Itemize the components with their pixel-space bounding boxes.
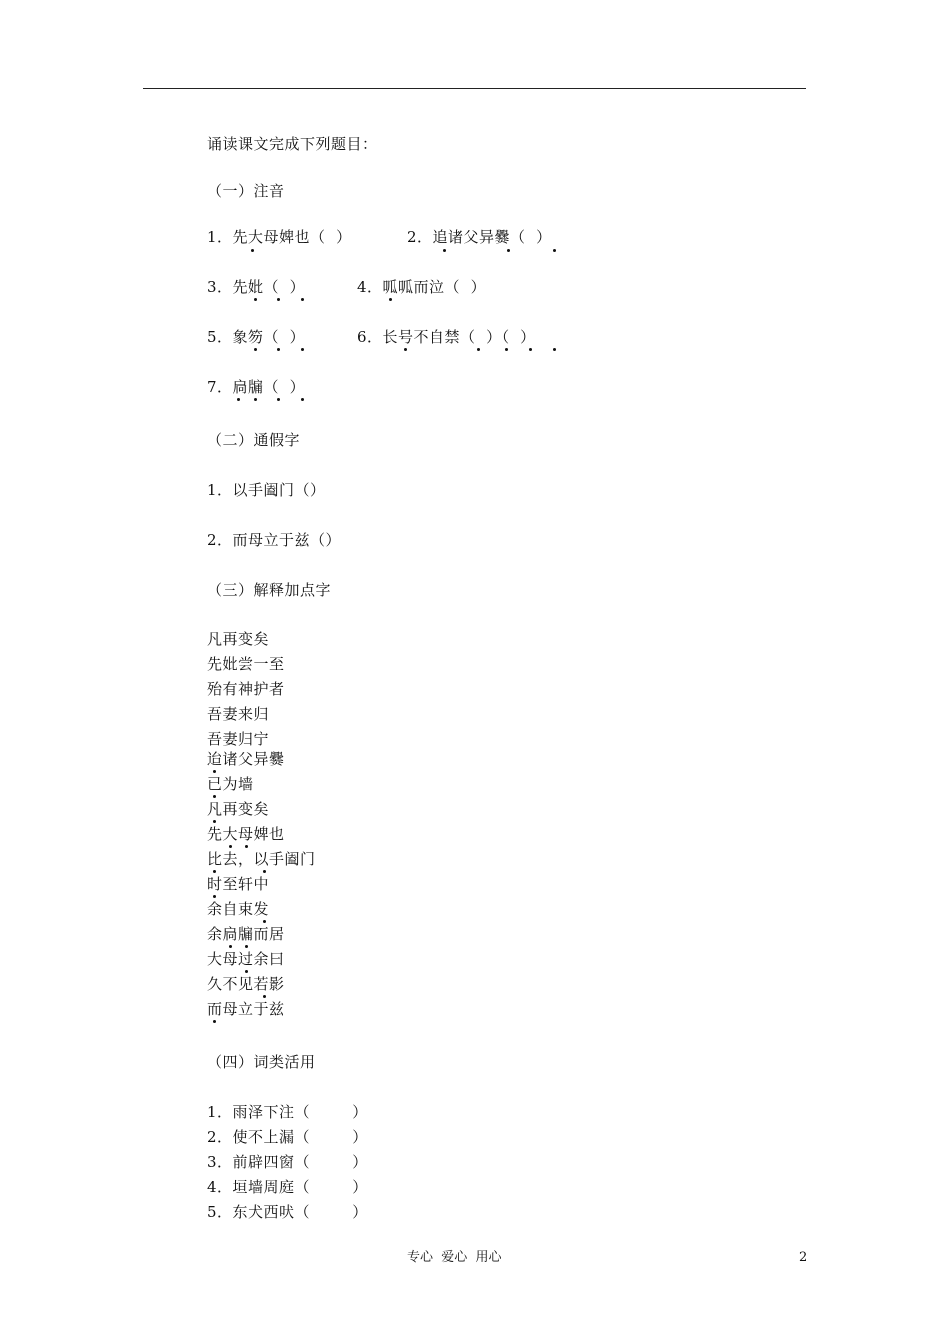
emphasis-dot xyxy=(245,845,248,848)
explain-line: 殆有神护者 xyxy=(207,680,285,698)
emphasis-dot xyxy=(254,298,257,301)
word-class-item-5: 5．东犬西吠（ ） xyxy=(207,1203,368,1221)
pinyin-item-6: 6．长号不自禁（ ）（ ） xyxy=(357,328,536,346)
section-2-heading: （二）通假字 xyxy=(207,431,301,449)
emphasis-dot xyxy=(277,298,280,301)
emphasis-dot xyxy=(213,870,216,873)
section-4-heading: （四）词类活用 xyxy=(207,1053,316,1071)
explain-line: 先妣尝一至 xyxy=(207,655,285,673)
explain-line: 先大母婢也 xyxy=(207,825,285,843)
explain-line: 吾妻归宁 xyxy=(207,730,270,748)
emphasis-dot xyxy=(277,398,280,401)
explain-line: 吾妻来归 xyxy=(207,705,270,723)
emphasis-dot xyxy=(237,398,240,401)
emphasis-dot xyxy=(213,795,216,798)
emphasis-dot xyxy=(213,1020,216,1023)
emphasis-dot xyxy=(301,298,304,301)
header-rule xyxy=(143,88,806,89)
section-1-heading: （一）注音 xyxy=(207,182,285,200)
emphasis-dot xyxy=(229,845,232,848)
pinyin-item-5: 5．象笏（ ） xyxy=(207,328,306,346)
instruction-text: 诵读课文完成下列题目： xyxy=(207,135,378,153)
explain-line: 时至轩中 xyxy=(207,875,270,893)
emphasis-dot xyxy=(301,398,304,401)
footer-motto: 专心 爱心 用心 xyxy=(407,1250,502,1265)
emphasis-dot xyxy=(251,249,254,252)
pinyin-item-1: 1．先大母婢也（ ） xyxy=(207,228,352,246)
explain-line: 比去，以手阖门 xyxy=(207,850,316,868)
emphasis-dot xyxy=(389,298,392,301)
explain-line: 大母过余曰 xyxy=(207,950,285,968)
emphasis-dot xyxy=(553,348,556,351)
emphasis-dot xyxy=(254,348,257,351)
emphasis-dot xyxy=(213,770,216,773)
emphasis-dot xyxy=(443,249,446,252)
explain-line: 余扃牖而居 xyxy=(207,925,285,943)
emphasis-dot xyxy=(553,249,556,252)
emphasis-dot xyxy=(529,348,532,351)
emphasis-dot xyxy=(505,348,508,351)
emphasis-dot xyxy=(263,870,266,873)
explain-line: 凡再变矣 xyxy=(207,800,270,818)
word-class-item-3: 3．前辟四窗（ ） xyxy=(207,1153,368,1171)
emphasis-dot xyxy=(213,895,216,898)
emphasis-dot xyxy=(263,995,266,998)
word-class-item-2: 2．使不上漏（ ） xyxy=(207,1128,368,1146)
emphasis-dot xyxy=(263,920,266,923)
explain-line: 而母立于兹 xyxy=(207,1000,285,1018)
pinyin-item-4: 4．呱呱而泣（ ） xyxy=(357,278,487,296)
pinyin-item-7: 7．扃牖（ ） xyxy=(207,378,306,396)
page-number: 2 xyxy=(799,1250,808,1265)
emphasis-dot xyxy=(507,249,510,252)
emphasis-dot xyxy=(277,348,280,351)
loanword-item-1: 1．以手阖门（） xyxy=(207,481,326,499)
emphasis-dot xyxy=(245,970,248,973)
explain-line: 已为墙 xyxy=(207,775,254,793)
section-3-heading: （三）解释加点字 xyxy=(207,581,332,599)
explain-line: 迨诸父异爨 xyxy=(207,750,285,768)
explain-line: 余自束发 xyxy=(207,900,270,918)
explain-line: 凡再变矣 xyxy=(207,630,270,648)
loanword-item-2: 2．而母立于兹（） xyxy=(207,531,342,549)
emphasis-dot xyxy=(301,348,304,351)
explain-line: 久不见若影 xyxy=(207,975,285,993)
emphasis-dot xyxy=(245,945,248,948)
emphasis-dot xyxy=(229,945,232,948)
pinyin-item-2: 2．追诸父异爨（ ） xyxy=(407,228,552,246)
emphasis-dot xyxy=(404,348,407,351)
pinyin-item-3: 3．先妣（ ） xyxy=(207,278,306,296)
emphasis-dot xyxy=(477,348,480,351)
emphasis-dot xyxy=(213,820,216,823)
word-class-item-1: 1．雨泽下注（ ） xyxy=(207,1103,368,1121)
emphasis-dot xyxy=(254,398,257,401)
word-class-item-4: 4．垣墙周庭（ ） xyxy=(207,1178,368,1196)
